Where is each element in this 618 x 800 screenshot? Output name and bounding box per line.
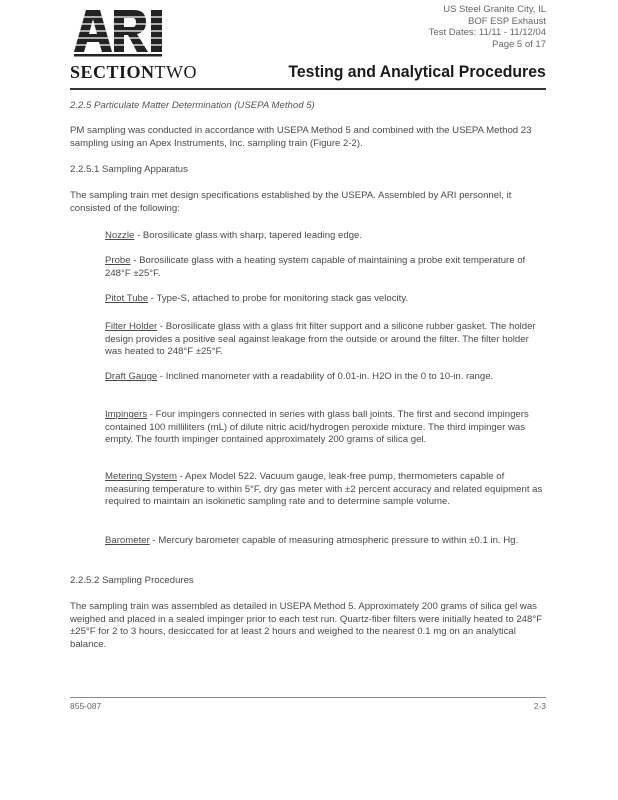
item-text: - Inclined manometer with a readability of 0.01-in. H2O in the 0 to 10-in. range. — [157, 371, 494, 382]
meta-page: Page 5 of 17 — [492, 38, 546, 50]
meta-facility: US Steel Granite City, IL — [443, 4, 546, 15]
item-text: - Mercury barometer capable of measuring atmospheric pressure to within ±0.1 in. Hg. — [149, 535, 519, 546]
item-text: - Borosilicate glass with a heating system capable of maintaining a probe exit temperature of 248°F ±25°F. — [105, 255, 526, 279]
item-text: - Type-S, attached to probe for monitoring stack gas velocity. — [148, 293, 409, 304]
heading-2-2-5-2: 2.2.5.2 Sampling Procedures — [70, 575, 194, 586]
meta-test-dates: Test Dates: 11/11 - 11/12/04 — [428, 27, 546, 39]
list-item — [105, 371, 546, 384]
ari-logo-graphic — [70, 6, 170, 58]
item-term: Probe — [105, 255, 131, 266]
item-text: - Four impingers connected in series with glass ball joints. The first and second impingers contained 100 milliliters (mL) of dilute nitric acid/hydrogen peroxide mixture. The third impinger was empty. The fourth impinger contained approximately 200 grams of silica gel. — [105, 409, 529, 445]
ari-logo — [70, 6, 170, 58]
item-term: Barometer — [105, 535, 150, 546]
heading-2-2-5: 2.2.5 Particulate Matter Determination (USEPA Method 5) — [70, 100, 315, 111]
section-header — [70, 62, 546, 86]
section-title: Testing and Analytical Procedures — [288, 62, 546, 81]
item-term: Nozzle — [105, 230, 135, 241]
heading-2-2-5-1: 2.2.5.1 Sampling Apparatus — [70, 164, 188, 175]
item-text: - Borosilicate glass with a glass frit filter support and a silicone rubber gasket. The holder design provides a positive seal against leakage from the outside or around the filter. The filter holder was heated to 248°F ±25°F. — [105, 321, 536, 357]
item-term: Impingers — [105, 409, 148, 420]
item-term: Filter Holder — [105, 321, 158, 332]
apparatus-intro: The sampling train met design specifications established by the USEPA. Assembled by ARI personnel, it consisted of the following: — [70, 190, 512, 214]
list-item — [105, 321, 546, 359]
item-term: Pitot Tube — [105, 293, 149, 304]
list-item — [105, 293, 546, 306]
section-label — [70, 62, 197, 83]
intro-paragraph: PM sampling was conducted in accordance with USEPA Method 5 and combined with the USEPA Method 23 sampling using an Apex Instruments, Inc. sampling train (Figure 2-2). — [70, 125, 532, 149]
footer-rule — [70, 697, 546, 698]
list-item — [105, 535, 546, 548]
section-label-bold: SECTION — [70, 62, 155, 82]
footer-project-number: 855-087 — [70, 701, 102, 711]
list-item — [105, 230, 546, 243]
footer-page-number: 2-3 — [533, 701, 546, 711]
list-item — [105, 255, 546, 280]
list-item — [105, 409, 546, 447]
item-term: Metering System — [105, 471, 177, 482]
item-text: - Borosilicate glass with sharp, tapered leading edge. — [134, 230, 363, 241]
item-text: - Apex Model 522. Vacuum gauge, leak-free pump, thermometers capable of measuring temperature to within 5°F, dry gas meter with ±2 percent accuracy and related equipment as required to maintain an isokinetic sampling rate and to determine sample volume. — [105, 471, 543, 507]
procedures-paragraph: The sampling train was assembled as detailed in USEPA Method 5. Approximately 200 grams of silica gel was weighed and placed in a sealed impinger prior to each test run. Quartz-fiber filters were initially heated to 248°F ±25°F for 2 to 3 hours, desiccated for at least 2 hours and weighed to the nearest 0.1 mg on an analytical balance. — [70, 601, 543, 650]
header-rule — [70, 88, 546, 90]
list-item — [105, 471, 546, 509]
section-label-rest: TWO — [154, 62, 198, 82]
logo-text: ARI — [70, 6, 72, 7]
meta-source: BOF ESP Exhaust — [468, 15, 546, 27]
report-meta — [316, 4, 546, 50]
item-term: Draft Gauge — [105, 371, 158, 382]
